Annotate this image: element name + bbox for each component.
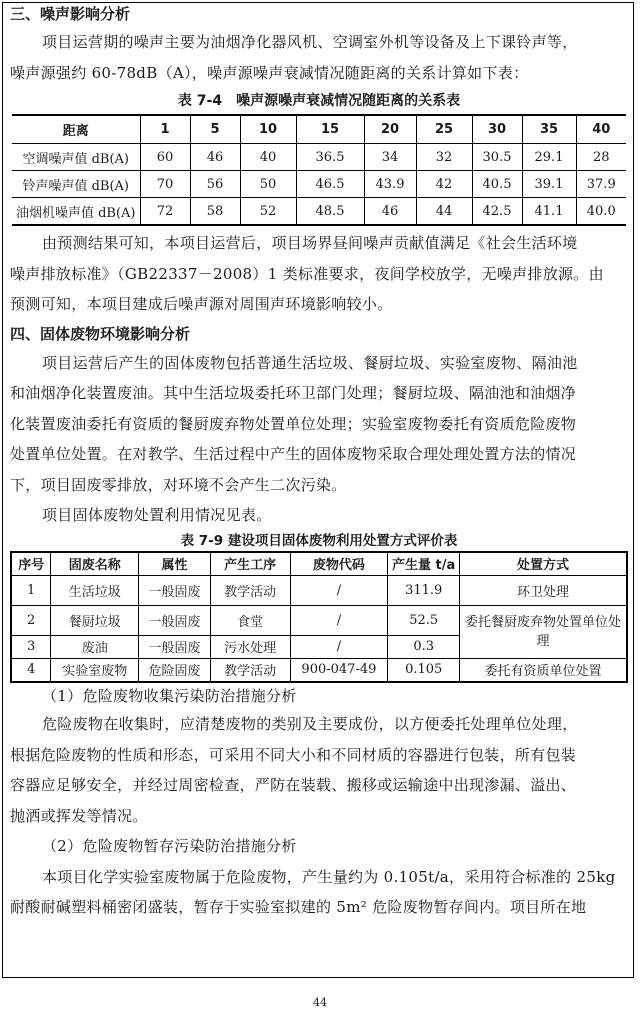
table-cell: 环卫处理 <box>460 575 627 605</box>
table-cell: 72 <box>140 198 190 226</box>
paragraph-line: 危险废物在收集时，应清楚废物的类别及主要成份，以方便委托处理单位处理， <box>42 715 578 733</box>
table-cell: 44 <box>416 198 472 226</box>
paragraph-line: 下，项目固废零排放，对环境不会产生二次污染。 <box>10 475 347 494</box>
table-cell: 废油 <box>51 635 139 658</box>
header-cell: 20 <box>364 115 416 144</box>
paragraph-line: 项目固体废物处置利用情况见表。 <box>42 506 272 524</box>
table-cell: 2 <box>11 605 51 635</box>
table-cell: 一般固废 <box>139 575 211 605</box>
table-cell: 32 <box>416 144 472 171</box>
header-cell: 30 <box>472 115 522 144</box>
table-cell: 311.9 <box>388 575 460 605</box>
table-cell: 教学活动 <box>210 575 290 605</box>
header-cell: 40 <box>576 115 626 144</box>
paragraph-line: 噪声源强约 60-78dB（A），噪声源噪声衰减情况随距离的关系计算如下表： <box>10 63 529 82</box>
table-cell: 29.1 <box>522 144 576 171</box>
table-cell: 50 <box>240 171 296 198</box>
header-cell: 废物代码 <box>290 552 388 576</box>
table-cell: 危险固废 <box>139 658 211 682</box>
table-caption: 表 7-9 建设项目固体废物利用处置方式评价表 <box>180 532 458 549</box>
table-cell: 43.9 <box>364 171 416 198</box>
table-cell: 56 <box>190 171 240 198</box>
table-cell: 40.0 <box>576 198 626 226</box>
table-cell: 52 <box>240 198 296 226</box>
header-cell: 5 <box>190 115 240 144</box>
header-cell: 序号 <box>11 552 51 576</box>
table-cell: 0.105 <box>388 658 460 682</box>
table-cell: 60 <box>140 144 190 171</box>
table-row <box>12 144 626 171</box>
paragraph-line: 根据危险废物的性质和形态，可采用不同大小和不同材质的容器进行包装，所有包装 <box>10 745 577 764</box>
table-cell: 空调噪声值 dB(A) <box>12 144 140 171</box>
table-cell: 油烟机噪声值 dB(A) <box>12 198 140 226</box>
table-cell: / <box>290 635 388 658</box>
table-cell: 48.5 <box>296 198 364 226</box>
header-cell: 1 <box>140 115 190 144</box>
table-cell: 生活垃圾 <box>51 575 139 605</box>
header-cell: 距离 <box>62 124 89 139</box>
paragraph-line: 容器应足够安全，并经过周密检查，严防在装载、搬移或运输途中出现渗漏、溢出、 <box>10 776 577 794</box>
table-cell: 42 <box>416 171 472 198</box>
table-cell: / <box>290 575 388 605</box>
table-row <box>12 171 626 198</box>
header-cell: 35 <box>522 115 576 144</box>
table-cell: 46 <box>364 198 416 226</box>
subheading-hazardous-storage: （2）危险废物暂存污染防治措施分析 <box>42 837 297 855</box>
noise-attenuation-table <box>12 114 626 226</box>
table-cell-merged: 委托餐厨废弃物处置单位处理 <box>460 605 627 658</box>
table-cell: 1 <box>11 575 51 605</box>
table-cell: 一般固废 <box>139 635 211 658</box>
table-cell: 34 <box>364 144 416 171</box>
table-cell: 46.5 <box>296 171 364 198</box>
table-row <box>11 658 627 682</box>
table-cell: 教学活动 <box>210 658 290 682</box>
table-cell: 食堂 <box>210 605 290 635</box>
table-header-row <box>11 552 627 576</box>
table-cell: 4 <box>11 658 51 682</box>
page-number: 44 <box>313 996 327 1009</box>
table-cell: 40.5 <box>472 171 522 198</box>
header-cell: 处置方式 <box>460 552 627 576</box>
table-cell: 40 <box>240 144 296 171</box>
paragraph-line: 项目运营期的噪声主要为油烟净化器风机、空调室外机等设备及上下课铃声等， <box>42 33 578 51</box>
table-cell: 实验室废物 <box>51 658 139 682</box>
header-cell: 10 <box>240 115 296 144</box>
table-cell: 委托有资质单位处置 <box>460 658 627 682</box>
subheading-hazardous-collection: （1）危险废物收集污染防治措施分析 <box>42 687 297 705</box>
table-cell: 52.5 <box>388 605 460 635</box>
table-cell: 42.5 <box>472 198 522 226</box>
header-cell: 产生量 t/a <box>388 552 460 576</box>
table-cell: 36.5 <box>296 144 364 171</box>
table-cell: 39.1 <box>522 171 576 198</box>
table-cell: 餐厨垃圾 <box>51 605 139 635</box>
solid-waste-table <box>10 551 628 684</box>
paragraph-line: 和油烟净化装置废油。其中生活垃圾委托环卫部门处理；餐厨垃圾、隔油池和油烟净 <box>10 384 577 402</box>
table-cell: 3 <box>11 635 51 658</box>
table-caption: 表 7-4 噪声源噪声衰减情况随距离的关系表 <box>177 93 461 109</box>
section-heading-solid-waste: 四、固体废物环境影响分析 <box>10 324 191 343</box>
table-cell: 一般固废 <box>139 605 211 635</box>
paragraph-line: 本项目化学实验室废物属于危险废物，产生量约为 0.105t/a，采用符合标准的 25kg <box>42 867 616 886</box>
header-cell: 固废名称 <box>51 552 139 576</box>
table-row <box>11 575 627 605</box>
table-cell: 污水处理 <box>210 635 290 658</box>
table-cell: 41.1 <box>522 198 576 226</box>
table-cell: 37.9 <box>576 171 626 198</box>
paragraph-line: 化装置废油委托有资质的餐厨废弃物处置单位处理；实验室废物委托有资质危险废物 <box>10 414 577 433</box>
document-body <box>10 0 628 923</box>
header-cell: 属性 <box>139 552 211 576</box>
header-cell: 25 <box>416 115 472 144</box>
table-cell: 70 <box>140 171 190 198</box>
table-cell: 900-047-49 <box>290 658 388 682</box>
table-cell: 58 <box>190 198 240 226</box>
table-row <box>11 605 627 635</box>
paragraph-line: 抛洒或挥发等情况。 <box>10 806 148 825</box>
paragraph-line: 由预测结果可知，本项目运营后，项目场界昼间噪声贡献值满足《社会生活环境 <box>42 234 578 252</box>
paragraph-line: 噪声排放标准》（GB22337－2008）1 类标准要求，夜间学校放学，无噪声排放源。由 <box>10 264 604 283</box>
paragraph-line: 预测可知，本项目建成后噪声源对周围声环境影响较小。 <box>10 295 393 313</box>
paragraph-line: 耐酸耐碱塑料桶密闭盛装，暂存于实验室拟建的 5m² 危险废物暂存间内。项目所在地 <box>10 898 587 916</box>
table-cell: 铃声噪声值 dB(A) <box>12 171 140 198</box>
paragraph-line: 项目运营后产生的固体废物包括普通生活垃圾、餐厨垃圾、实验室废物、隔油池 <box>42 353 578 372</box>
table-row <box>12 198 626 226</box>
table-cell: / <box>290 605 388 635</box>
table-cell: 46 <box>190 144 240 171</box>
table-cell: 28 <box>576 144 626 171</box>
table-header-row <box>12 115 626 144</box>
paragraph-line: 处置单位处置。在对教学、生活过程中产生的固体废物采取合理处理处置方法的情况 <box>10 445 577 463</box>
table-cell: 30.5 <box>472 144 522 171</box>
header-cell: 15 <box>296 115 364 144</box>
header-cell: 产生工序 <box>210 552 290 576</box>
table-cell: 0.3 <box>388 635 460 658</box>
section-heading-noise: 三、噪声影响分析 <box>10 5 131 23</box>
